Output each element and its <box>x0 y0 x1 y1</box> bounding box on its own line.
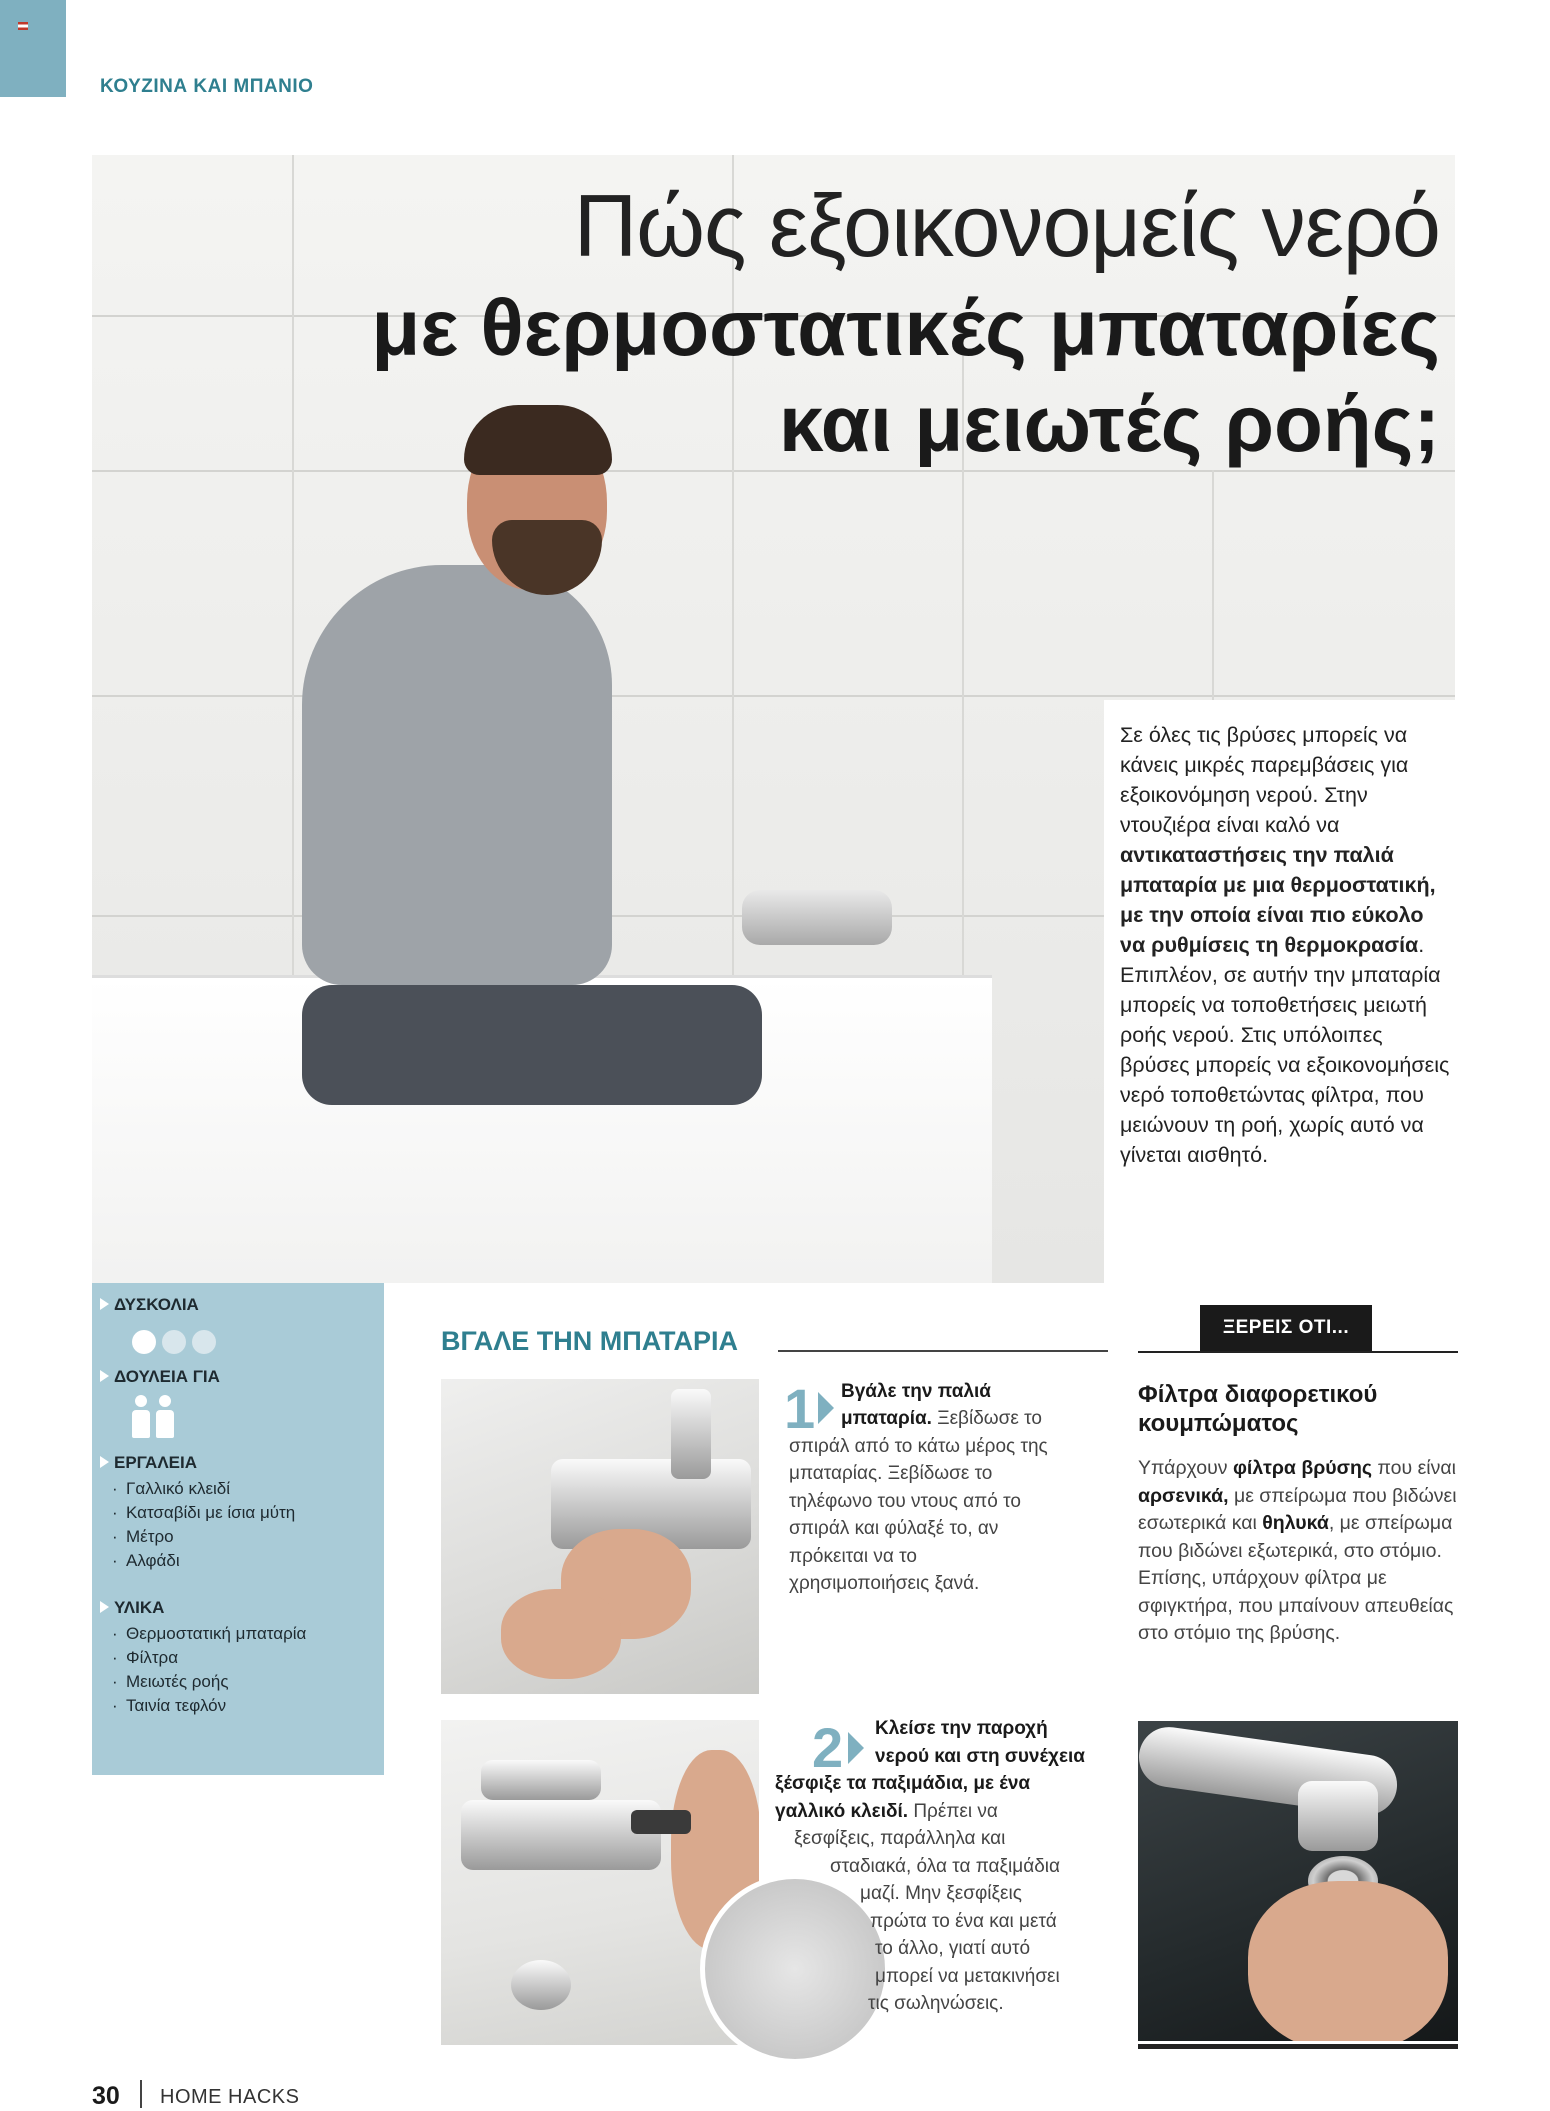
step2-line: ξεσφίξεις, παράλληλα και <box>794 1828 1006 1849</box>
tool-item: · Γαλλικό κλειδί <box>126 1479 230 1499</box>
step1-line: σπιράλ και φύλαξέ το, αν <box>789 1518 999 1539</box>
step-arrow-icon <box>818 1392 834 1424</box>
step2-line: σταδιακά, όλα τα παξιμάδια <box>830 1856 1060 1877</box>
step2-line: ξέσφιξε τα παξιμάδια, με ένα <box>775 1773 1031 1794</box>
step2-line: μαζί. Μην ξεσφίξεις <box>860 1883 1022 1904</box>
tool-item: · Αλφάδι <box>126 1551 180 1571</box>
step1-photo <box>441 1379 759 1694</box>
step1-line: Βγάλε την παλιά <box>841 1381 991 1402</box>
step1-bold: μπαταρία. <box>841 1408 932 1429</box>
step2-line: τις σωληνώσεις. <box>868 1993 1004 2014</box>
intro-text: Σε όλες τις βρύσες μπορείς να κάνεις μικρές παρεμβάσεις για εξοικονόμηση νερού. Στην ντουζιέρα είναι καλό να αντικαταστήσεις την παλιά μπαταρία με μια θερμοστατική, με την οποία είναι πιο εύκολο να ρυθμίσεις τη θερμοκρασία. Επιπλέον, σε αυτήν την μπαταρία μπορείς να τοποθετήσεις μειωτή ροής νερού. Στις υπόλοιπες βρύσες μπορείς να εξοικονομήσεις νερό τοποθετώντας φίλτρα, που μειώνουν τη ροή, χωρίς αυτό να γίνεται αισθητό. <box>1120 723 1450 1167</box>
material-item: · Φίλτρα <box>126 1648 178 1668</box>
heading-rule <box>778 1350 1108 1352</box>
step1-line: πρόκειται να το <box>789 1546 917 1567</box>
tool-item: · Μέτρο <box>126 1527 174 1547</box>
step2-line: το άλλο, γιατί αυτό <box>875 1938 1031 1959</box>
bottom-rule <box>1138 2044 1458 2049</box>
step1-line: τηλέφωνο του ντους από το <box>789 1491 1021 1512</box>
tip-title: Φίλτρα διαφορετικού κουμπώματος <box>1138 1381 1378 1437</box>
tip-body: Υπάρχουν φίλτρα βρύσης που είναι αρσενικά, με σπείρωμα που βιδώνει εσωτερικά και θηλυκά, με σπείρωμα που βιδώνει εξωτερικά, στο στόμιο. Επίσης, υπάρχουν φίλτρα με σφιγκτήρα, που μπαίνουν απευθείας στο στόμιο της βρύσης. <box>1138 1457 1457 1644</box>
title-line-3: και μειωτές ροής; <box>778 379 1440 468</box>
step1-line: σπιράλ από το κάτω μέρος της <box>789 1436 1048 1457</box>
step-arrow-icon <box>848 1732 864 1764</box>
section-label: ΚΟΥΖΙΝΑ ΚΑΙ ΜΠΑΝΙΟ <box>100 76 314 97</box>
title-line-2: με θερμοστατικές μπαταρίες <box>371 283 1440 372</box>
material-item: · Θερμοστατική μπαταρία <box>126 1624 306 1644</box>
tool-item: · Κατσαβίδι με ίσια μύτη <box>126 1503 295 1523</box>
step1-line: χρησιμοποιήσεις ξανά. <box>789 1573 980 1594</box>
step2-number: 2 <box>812 1716 844 1779</box>
person-icon <box>132 1395 150 1438</box>
step2-line: Πρέπει να <box>908 1801 998 1822</box>
step2-line: πρώτα το ένα και μετά <box>870 1911 1057 1932</box>
materials-label: ΥΛΙΚΑ <box>114 1598 165 1617</box>
difficulty-label: ΔΥΣΚΟΛΙΑ <box>114 1295 199 1314</box>
difficulty-dot-filled <box>132 1330 156 1354</box>
title-line-1: Πώς εξοικονομείς νερό <box>573 176 1440 275</box>
did-you-know-tag: ΞΕΡΕΙΣ ΟΤΙ... <box>1200 1305 1372 1351</box>
difficulty-dot-empty <box>162 1330 186 1354</box>
step2-bold: γαλλικό κλειδί. <box>775 1801 909 1822</box>
job-for-label: ΔΟΥΛΕΙΑ ΓΙΑ <box>114 1367 220 1386</box>
step1-line: Ξεβίδωσε το <box>931 1408 1042 1429</box>
footer-divider <box>140 2080 142 2108</box>
step2-line: μπορεί να μετακινήσει <box>875 1966 1060 1987</box>
info-sidebar <box>92 1283 384 1775</box>
person-icon <box>156 1395 174 1438</box>
step1-number: 1 <box>784 1377 816 1440</box>
section-tab <box>0 0 66 97</box>
magazine-name: HOME HACKS <box>160 2086 300 2108</box>
faucet <box>742 890 892 945</box>
flag-icon <box>18 22 28 30</box>
step2-line: νερού και στη συνέχεια <box>875 1746 1085 1767</box>
step2-line: Κλείσε την παροχή <box>875 1718 1048 1739</box>
material-item: · Μειωτές ροής <box>126 1672 229 1692</box>
tip-rule <box>1138 1351 1458 1353</box>
material-item: · Ταινία τεφλόν <box>126 1696 226 1716</box>
difficulty-dot-empty <box>192 1330 216 1354</box>
tools-label: ΕΡΓΑΛΕΙΑ <box>114 1453 197 1472</box>
page-number: 30 <box>92 2082 120 2110</box>
filter-photo <box>1138 1721 1458 2041</box>
steps-heading: ΒΓΑΛΕ ΤΗΝ ΜΠΑΤΑΡΙΑ <box>441 1326 739 1356</box>
step1-line: μπαταρίας. Ξεβίδωσε το <box>789 1463 993 1484</box>
